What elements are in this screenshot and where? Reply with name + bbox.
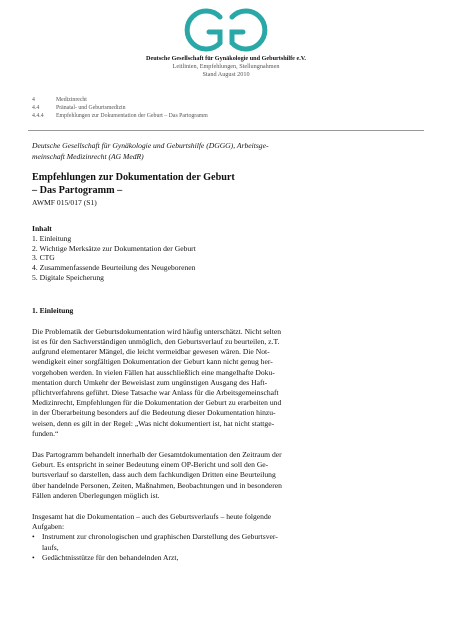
task-list <box>32 532 368 563</box>
title-line: Empfehlungen zur Dokumentation der Geburt <box>32 172 235 183</box>
section-heading: 1. Einleitung <box>32 305 74 315</box>
title-line: – Das Partogramm – <box>32 184 123 196</box>
document-title <box>32 172 368 197</box>
bullet-icon: • <box>32 532 35 542</box>
authors-line: Deutsche Gesellschaft für Gynäkologie und Geburtshilfe (DGGG), Arbeitsge- meinschaft Medizinrecht (AG MedR) <box>32 141 269 161</box>
classification-item <box>32 112 208 120</box>
classification-label: Empfehlungen zur Dokumentation der Geburt – Das Partogramm <box>56 113 208 119</box>
awmf-register-number: AWMF 015/017 (S1) <box>32 198 97 207</box>
contents-block <box>32 224 368 283</box>
bullet-icon: • <box>32 552 35 562</box>
paragraph: Insgesamt hat die Dokumentation – auch des Geburtsverlaufs – heute folgende Aufgaben: <box>32 512 272 532</box>
contents-heading: Inhalt <box>32 224 52 233</box>
document-body <box>32 140 368 563</box>
paragraph: Das Partogramm behandelt innerhalb der Gesamtdokumentation den Zeitraum der Geburt. Es entspricht in seiner Bedeutung einem OP-Bericht und soll den Ge- burtsverlauf so darstellen, dass auch dem fachkundigen Dritten eine Beurteilung über handelnde Personen, Zeiten, Maßnahmen, Beobachtungen und in besonderen Fällen anderen Überlegungen möglich ist. <box>32 450 282 500</box>
classification-label: Pränatal- und Geburtsmedizin <box>56 105 126 111</box>
header-divider <box>28 130 424 131</box>
paragraph: Die Problematik der Geburtsdokumentation wird häufig unterschätzt. Nicht selten ist es für den Sachverständigen unmöglich, den Geburtsverlauf zu beurteilen, z.T. aufgrund elementarer Mängel, die leicht vermeidbar gewesen wären. Die Not- wendigkeit einer sorgfältigen Dokumentation der Geburt kann nicht genug her- vorgehoben werden. In vielen Fällen hat ausschließlich eine mangelhafte Doku- mentation durch Umkehr der Beweislast zum ungünstigen Ausgang des Haft- pflichtverfahrens geführt. Diese Tatsache war Anlass für die Arbeitsgemeinschaft Medizinrecht, Empfehlungen für die Dokumentation der Geburt zu erarbeiten und in der Überarbeitung besonders auf die Bedeutung dieser Dokumentation hinzu- weisen, denn es gilt in der Regel: „Was nicht dokumentiert ist, hat nicht stattge- funden.“ <box>32 326 282 438</box>
classification-item <box>32 96 208 104</box>
classification-list <box>32 96 208 120</box>
organization-name: Deutsche Gesellschaft für Gynäkologie und Geburtshilfe e.V. <box>146 55 306 62</box>
contents-item: 4. Zusammenfassende Beurteilung des Neugeborenen <box>32 263 196 273</box>
dggg-logo-icon <box>182 8 270 52</box>
list-item <box>32 532 368 552</box>
publication-subtitle: Leitlinien, Empfehlungen, Stellungnahmen <box>172 63 280 70</box>
classification-label: Medizinrecht <box>56 97 87 103</box>
contents-item: 5. Digitale Speicherung <box>32 272 104 282</box>
contents-item: 2. Wichtige Merksätze zur Dokumentation der Geburt <box>32 243 196 253</box>
contents-item: 1. Einleitung <box>32 233 72 243</box>
list-item-text: Gedächtnisstütze für den behandelnden Arzt, <box>42 552 179 562</box>
list-item-text: Instrument zur chronologischen und graphischen Darstellung des Geburtsver- laufs, <box>42 532 278 552</box>
contents-item: 3. CTG <box>32 253 55 263</box>
classification-number: 4.4 <box>32 105 40 111</box>
classification-item <box>32 104 208 112</box>
list-item <box>32 553 368 563</box>
organization-header <box>0 55 452 79</box>
publication-date: Stand August 2010 <box>202 71 250 78</box>
classification-number: 4.4.4 <box>32 113 44 119</box>
classification-number: 4 <box>32 97 35 103</box>
